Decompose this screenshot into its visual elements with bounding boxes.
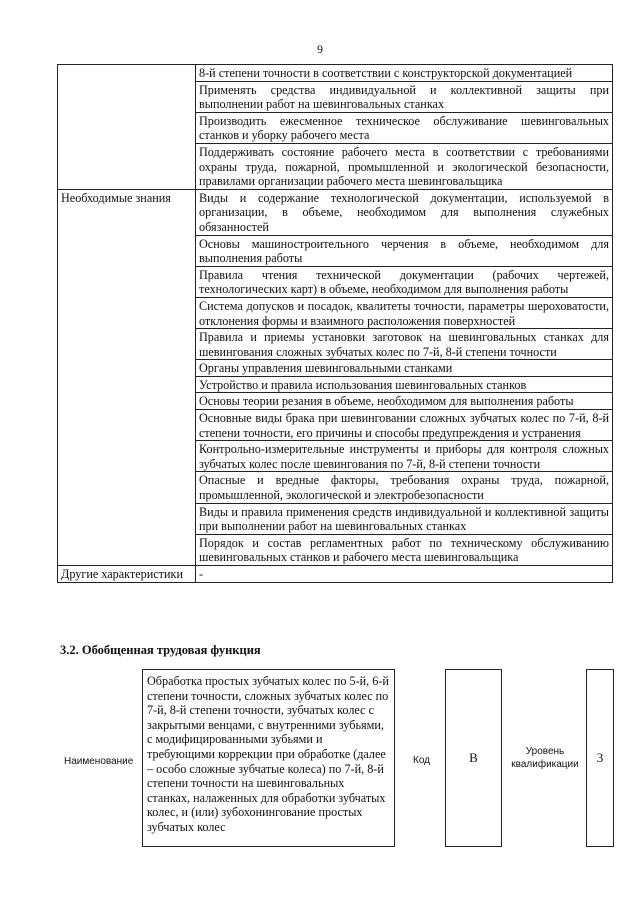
row-text: Система допусков и посадок, квалитеты точности, параметры шероховатости, отклонения формы и взаимного расположения поверхностей bbox=[196, 297, 613, 328]
code-value-box: B bbox=[445, 669, 502, 847]
row-text: - bbox=[196, 566, 613, 583]
row-text: Органы управления шевинговальными станками bbox=[196, 360, 613, 377]
row-text: Контрольно-измерительные инструменты и приборы для контроля сложных зубчатых колес после шевингования по 7-й, 8-й степени точности bbox=[196, 441, 613, 472]
row-text: Виды и правила применения средств индивидуальной и коллективной защиты при выполнении работ на шевинговальных станках bbox=[196, 503, 613, 534]
row-text: Производить ежесменное техническое обслуживание шевинговальных станков и уборку рабочего места bbox=[196, 112, 613, 143]
row-text: Основные виды брака при шевинговании сложных зубчатых колес по 7-й, 8-й степени точности, его причины и способы предупреждения и устранения bbox=[196, 410, 613, 441]
qualification-level-label: Уровень квалификации bbox=[511, 746, 579, 770]
qualification-level-box: 3 bbox=[586, 669, 614, 847]
row-text: Правила и приемы установки заготовок на шевинговальных станках для шевингования сложных зубчатых колес по 7-й, 8-й степени точности bbox=[196, 329, 613, 360]
page-number: 9 bbox=[317, 42, 323, 56]
table-row bbox=[58, 189, 613, 235]
row-text: 8-й степени точности в соответствии с конструкторской документацией bbox=[196, 65, 613, 82]
row-text: Основы теории резания в объеме, необходимом для выполнения работы bbox=[196, 393, 613, 410]
section-heading: 3.2. Обобщенная трудовая функция bbox=[60, 643, 261, 657]
row-label-other: Другие характеристики bbox=[58, 566, 196, 583]
row-text: Правила чтения технической документации (рабочих чертежей, технологических карт) в объеме, необходимом для выполнения работы bbox=[196, 266, 613, 297]
row-text: Поддерживать состояние рабочего места в соответствии с требованиями охраны труда, пожарной, промышленной и экологической безопасности, правилами организации рабочего места шевинговальщика bbox=[196, 143, 613, 189]
table-row bbox=[58, 65, 613, 82]
row-text: Порядок и состав регламентных работ по техническому обслуживанию шевинговальных станков и рабочего места шевинговальщика bbox=[196, 534, 613, 565]
row-text: Опасные и вредные факторы, требования охраны труда, пожарной, промышленной, экологической и электробезопасности bbox=[196, 472, 613, 503]
table-row bbox=[58, 566, 613, 583]
row-label bbox=[58, 65, 196, 190]
row-label-knowledge: Необходимые знания bbox=[58, 189, 196, 565]
code-label: Код bbox=[413, 755, 431, 766]
row-text: Применять средства индивидуальной и коллективной защиты при выполнении работ на шевинговальных станках bbox=[196, 81, 613, 112]
row-text: Виды и содержание технологической документации, используемой в организации, в объеме, необходимом для выполнения служебных обязанностей bbox=[196, 189, 613, 235]
knowledge-table bbox=[57, 64, 613, 583]
row-text: Устройство и правила использования шевинговальных станков bbox=[196, 376, 613, 393]
name-value-box: Обработка простых зубчатых колес по 5-й, 6-й степени точности, сложных зубчатых колес по 7-й, 8-й степени точности, зубчатых колес с закрытыми венцами, с внутренними зубьями, с модифицированными зубьями и требующими коррекции при обработке (далее – особо сложные зубчатые колеса) по 7-й, 8-й степени точности на шевинговальных станках, налаженных для обработки зубчатых колес, и (или) зубохонингование простых зубчатых колес bbox=[142, 669, 395, 847]
name-label: Наименование bbox=[64, 756, 134, 767]
row-text: Основы машиностроительного черчения в объеме, необходимом для выполнения работы bbox=[196, 235, 613, 266]
